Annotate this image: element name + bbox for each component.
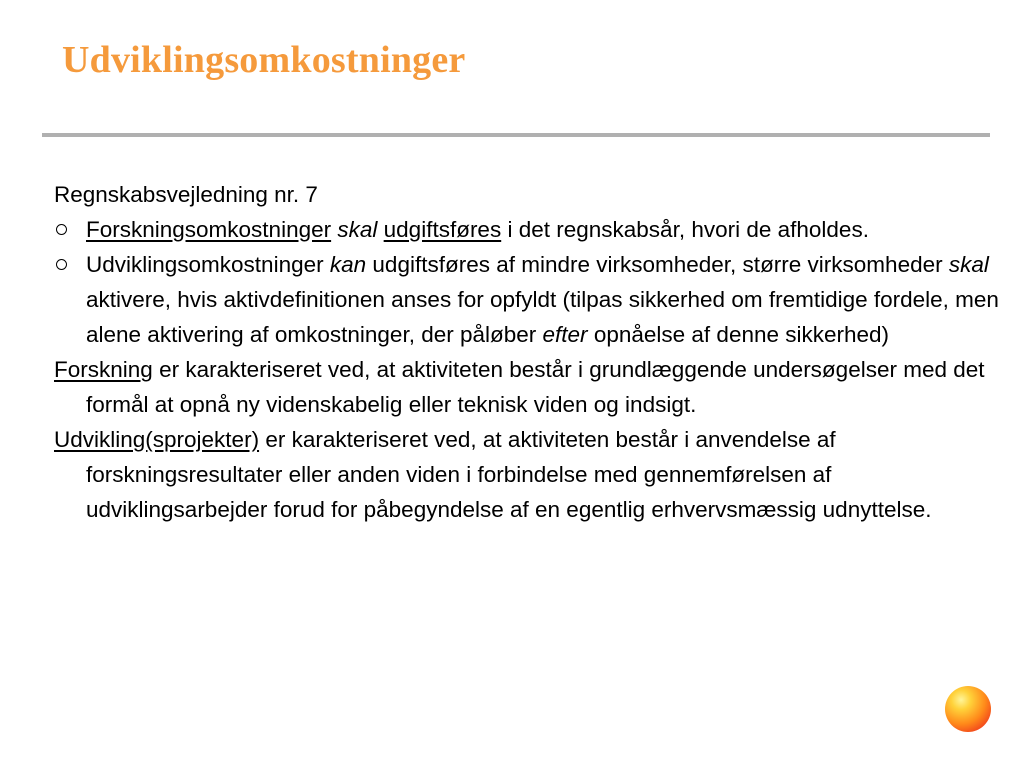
hollow-circle-bullet-icon [56, 224, 67, 235]
definition-development [54, 422, 1016, 527]
orange-sphere-icon [945, 686, 991, 732]
slide-title: Udviklingsomkostninger [62, 39, 466, 81]
hollow-circle-bullet-icon [56, 259, 67, 270]
bullet-text: i det regnskabsår, hvori de afholdes. [507, 217, 869, 242]
intro-line: Regnskabsvejledning nr. 7 [54, 182, 318, 207]
term-development: Udvikling(sprojekter) [54, 427, 260, 452]
definition-text: er karakteriseret ved, at aktiviteten består i anvendelse af forskningsresultater eller anden viden i forbindelse med gennemførelsen af udviklingsarbejder forud for påbegyndelse af en egentlig erhvervsmæssig udnyttelse. [86, 427, 932, 522]
modal-kan: kan [329, 252, 367, 277]
term-research: Forskning [54, 357, 153, 382]
modal-efter: efter [542, 322, 588, 347]
term-expensed: udgiftsføres [383, 217, 502, 242]
definition-research [54, 352, 1016, 422]
bullet-text: Udviklingsomkostninger [86, 252, 324, 277]
bullet-text: aktivere, hvis aktivdefinitionen anses for opfyldt (tilpas sikkerhed om fremtidige fordele, men alene aktivering af omkostninger, der påløber [86, 287, 999, 347]
modal-skal: skal [948, 252, 989, 277]
bullet-text: udgiftsføres af mindre virksomheder, større virksomheder [372, 252, 943, 277]
slide-body [54, 177, 1016, 527]
definition-text: er karakteriseret ved, at aktiviteten består i grundlæggende undersøgelser med det formål at opnå ny videnskabelig eller teknisk viden og indsigt. [86, 357, 985, 417]
bullet-text: opnåelse af denne sikkerhed) [593, 322, 890, 347]
bullet-research-costs [54, 212, 1016, 247]
bullet-development-costs [54, 247, 1016, 352]
title-divider [42, 133, 990, 137]
term-research-costs: Forskningsomkostninger [86, 217, 332, 242]
modal-skal: skal [337, 217, 378, 242]
